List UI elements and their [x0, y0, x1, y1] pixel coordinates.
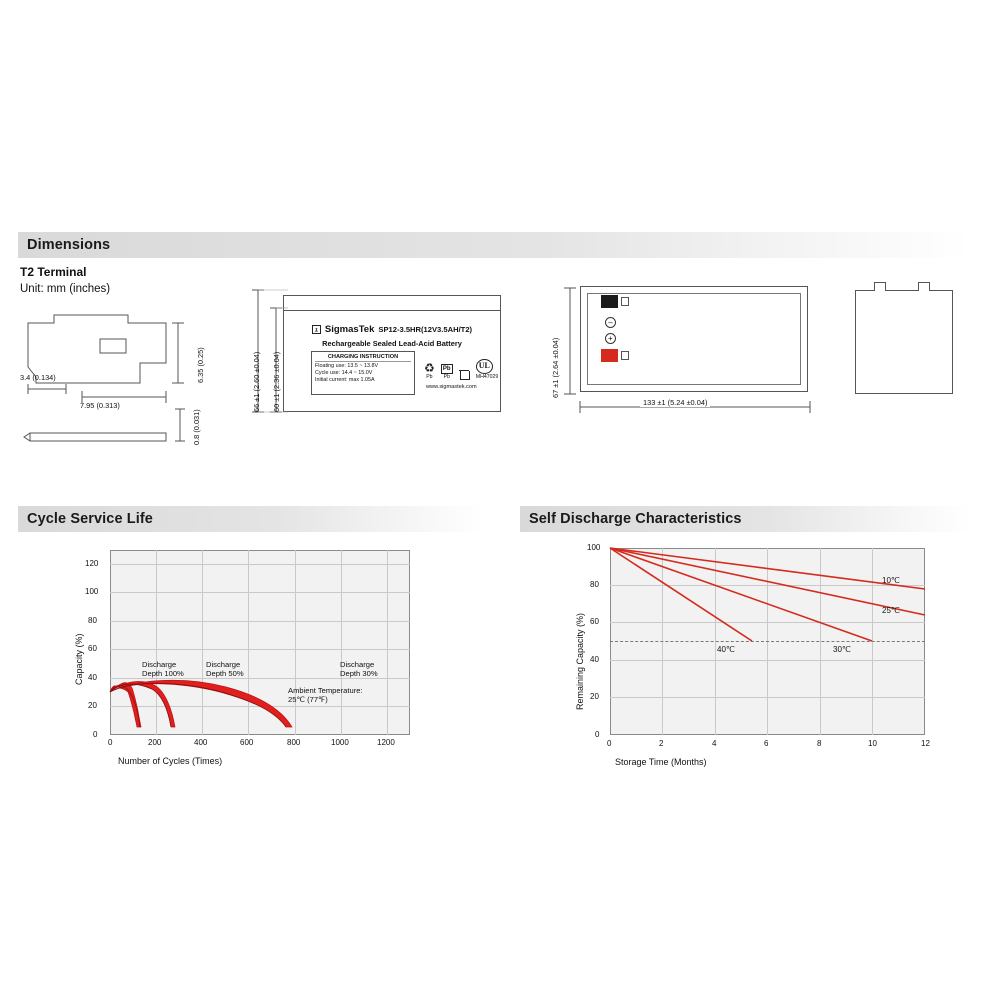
cycle-ytick-100: 100 — [85, 587, 99, 596]
recycle-icon: ♻ Pb — [424, 361, 435, 380]
cycle-xtick-1200: 1200 — [377, 738, 395, 747]
front-total-height-dim: 66 ±1 (2.60 ±0.04) — [252, 351, 261, 412]
self-y-axis-title: Remaining Capacity (%) — [575, 612, 585, 710]
terminal-type-label: T2 Terminal — [20, 265, 87, 279]
cycle-xtick-400: 400 — [194, 738, 208, 747]
cycle-annotation-dod50: Discharge Depth 50% — [206, 660, 244, 679]
cycle-xtick-800: 800 — [287, 738, 301, 747]
self-ytick-0: 0 — [595, 730, 600, 739]
self-xtick-10: 10 — [868, 739, 877, 748]
front-case-height-dim: 60 ±1 (2.36 ±0.04) — [272, 351, 281, 412]
cycle-ytick-80: 80 — [88, 616, 97, 625]
charging-line-floating: Floating use: 13.5 ~ 13.8V — [315, 363, 379, 369]
self-curves-svg — [565, 540, 975, 780]
brand-logo-icon — [312, 325, 321, 334]
section-header-cycle-service-life — [18, 506, 484, 532]
cycle-xtick-600: 600 — [240, 738, 254, 747]
battery-top-view — [580, 286, 808, 392]
self-xtick-4: 4 — [712, 739, 717, 748]
top-view-length-dim: 133 ±1 (5.24 ±0.04) — [640, 398, 710, 407]
self-x-axis-title: Storage Time (Months) — [615, 757, 707, 767]
self-discharge-chart — [565, 540, 975, 780]
self-ytick-80: 80 — [590, 580, 599, 589]
cycle-annotation-ambient: Ambient Temperature: 25℃ (77℉) — [288, 686, 363, 705]
cycle-ytick-120: 120 — [85, 559, 99, 568]
side-nub-left — [874, 282, 886, 291]
no-bin-icon — [459, 368, 470, 380]
terminal-width-dim: 7.95 (0.313) — [80, 401, 120, 410]
self-xtick-2: 2 — [659, 739, 664, 748]
cycle-x-axis-title: Number of Cycles (Times) — [118, 756, 223, 766]
cycle-xtick-1000: 1000 — [331, 738, 349, 747]
cycle-xtick-200: 200 — [148, 738, 162, 747]
section-title: Dimensions — [27, 237, 111, 253]
self-series-label-40c: 40℃ — [717, 645, 735, 654]
pb-caption: Pb — [443, 374, 450, 380]
battery-type-line: Rechargeable Sealed Lead-Acid Battery — [322, 339, 462, 348]
self-series-label-30c: 30℃ — [833, 645, 851, 654]
charging-line-current: Initial current: max 1.05A — [315, 377, 375, 384]
certification-row — [424, 359, 498, 380]
positive-terminal-block — [601, 349, 618, 362]
website-text: www.sigmastek.com — [426, 384, 477, 390]
top-view-inner-outline — [587, 293, 801, 385]
battery-side-view — [855, 290, 953, 394]
lead-pb-icon — [441, 364, 453, 380]
section-title: Self Discharge Characteristics — [529, 511, 742, 527]
self-xtick-0: 0 — [607, 739, 612, 748]
negative-terminal-tab — [621, 297, 629, 306]
cycle-service-life-chart — [60, 540, 480, 780]
charging-line-cycle: Cycle use: 14.4 ~ 15.0V — [315, 370, 373, 377]
unit-note-label: Unit: mm (inches) — [20, 283, 111, 295]
cycle-xtick-0: 0 — [108, 738, 113, 747]
side-nub-right — [918, 282, 930, 291]
self-xtick-6: 6 — [764, 739, 769, 748]
cycle-annotation-dod100: Discharge Depth 100% — [142, 660, 184, 679]
pb-box: Pb — [441, 364, 453, 374]
cycle-annotation-dod30: Discharge Depth 30% — [340, 660, 378, 679]
section-header-self-discharge — [520, 506, 970, 532]
self-ytick-40: 40 — [590, 655, 599, 664]
cycle-ytick-60: 60 — [88, 644, 97, 653]
self-series-label-25c: 25℃ — [882, 606, 900, 615]
model-number: SP12-3.5HR(12V3.5AH/T2) — [378, 325, 473, 334]
negative-terminal-block — [601, 295, 618, 308]
brand-name: SigmasTek — [324, 324, 375, 335]
ul-icon: UL MH47029 — [475, 361, 499, 380]
cycle-ytick-20: 20 — [88, 701, 97, 710]
terminal-thickness-dim: 0.8 (0.031) — [192, 409, 201, 445]
cycle-y-axis-title: Capacity (%) — [74, 633, 84, 685]
self-xtick-8: 8 — [817, 739, 822, 748]
case-lid-line — [284, 310, 500, 311]
self-ytick-20: 20 — [590, 692, 599, 701]
self-ytick-100: 100 — [587, 543, 601, 552]
front-view-dimension-svg — [240, 286, 300, 416]
cycle-ytick-40: 40 — [88, 673, 97, 682]
section-header-dimensions — [18, 232, 970, 258]
terminal-outline-svg — [20, 305, 220, 470]
self-xtick-12: 12 — [921, 739, 930, 748]
top-view-width-dim-svg — [540, 282, 584, 400]
t2-terminal-drawing — [20, 305, 220, 470]
ul-file-number: MH47029 — [475, 374, 499, 380]
terminal-height-dim: 6.35 (0.25) — [196, 347, 205, 383]
positive-polarity-mark: + — [605, 333, 616, 344]
self-ytick-60: 60 — [590, 617, 599, 626]
battery-front-view — [283, 295, 501, 412]
terminal-small-width-dim: 3.4 (0.134) — [20, 373, 56, 382]
charging-instruction-box — [311, 351, 415, 395]
label-brand-row — [284, 324, 500, 335]
recycle-icon-caption: Pb — [426, 374, 433, 380]
charging-instruction-title: CHARGING INSTRUCTION — [315, 354, 411, 362]
negative-polarity-mark: – — [605, 317, 616, 328]
self-series-label-10c: 10℃ — [882, 576, 900, 585]
top-view-width-dim: 67 ±1 (2.64 ±0.04) — [551, 337, 560, 398]
positive-terminal-tab — [621, 351, 629, 360]
cycle-ytick-0: 0 — [93, 730, 98, 739]
section-title: Cycle Service Life — [27, 511, 153, 527]
cycle-curves-svg — [60, 540, 480, 780]
